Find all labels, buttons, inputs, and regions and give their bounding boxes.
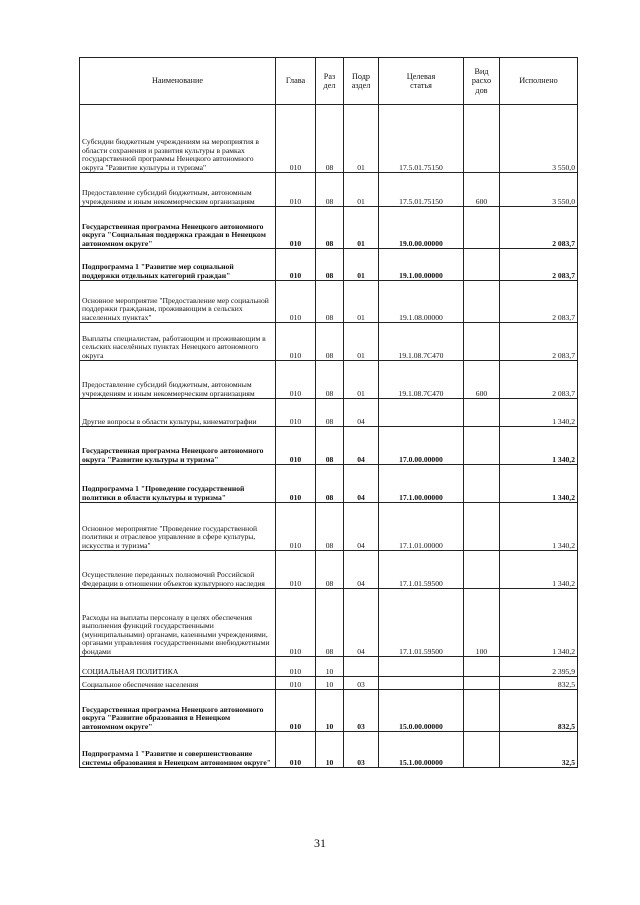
row-target-article: 17.1.00.00000 bbox=[379, 465, 464, 503]
row-expense-type bbox=[464, 249, 500, 281]
row-subsection: 01 bbox=[344, 105, 379, 173]
header-section: Раз дел bbox=[316, 58, 344, 105]
row-target-article: 19.1.08.7С470 bbox=[379, 323, 464, 361]
row-expense-type bbox=[464, 427, 500, 465]
row-executed: 2 083,7 bbox=[500, 207, 578, 249]
row-chapter: 010 bbox=[276, 249, 316, 281]
row-section: 08 bbox=[316, 323, 344, 361]
row-subsection: 01 bbox=[344, 323, 379, 361]
row-chapter: 010 bbox=[276, 732, 316, 768]
row-expense-type: 600 bbox=[464, 361, 500, 399]
row-name: Государственная программа Ненецкого автономного округа "Социальная поддержка граждан в Ненецком автономном округе" bbox=[80, 207, 276, 249]
row-name: Государственная программа Ненецкого автономного округа "Развитие образования в Ненецком автономном округе" bbox=[80, 690, 276, 732]
row-name: Подпрограмма 1 "Развитие мер социальной поддержки отдельных категорий граждан" bbox=[80, 249, 276, 281]
table-header-row bbox=[80, 58, 578, 105]
row-name: Социальное обеспечение населения bbox=[80, 677, 276, 690]
row-section: 08 bbox=[316, 551, 344, 589]
row-name: Подпрограмма 1 "Проведение государственной политики в области культуры и туризма" bbox=[80, 465, 276, 503]
row-name: Предоставление субсидий бюджетным, автономным учреждениям и иным некоммерческим организациям bbox=[80, 173, 276, 207]
row-target-article: 17.5.01.75150 bbox=[379, 105, 464, 173]
page-number: 31 bbox=[314, 836, 326, 850]
header-executed: Исполнено bbox=[500, 58, 578, 105]
row-target-article: 15.1.00.00000 bbox=[379, 732, 464, 768]
row-chapter: 010 bbox=[276, 105, 316, 173]
row-section: 08 bbox=[316, 173, 344, 207]
table-row bbox=[80, 249, 578, 281]
row-chapter: 010 bbox=[276, 657, 316, 677]
row-executed: 2 083,7 bbox=[500, 281, 578, 323]
row-executed: 1 340,2 bbox=[500, 589, 578, 657]
row-target-article: 17.1.01.59500 bbox=[379, 551, 464, 589]
row-chapter: 010 bbox=[276, 551, 316, 589]
row-expense-type: 100 bbox=[464, 589, 500, 657]
table-row bbox=[80, 657, 578, 677]
row-chapter: 010 bbox=[276, 361, 316, 399]
table-row bbox=[80, 427, 578, 465]
row-name: Осуществление переданных полномочий Российской Федерации в отношении объектов культурного наследия bbox=[80, 551, 276, 589]
row-name: Расходы на выплаты персоналу в целях обеспечения выполнения функций государственными (муниципальными) органами, казенными учреждениями, органами управления государственными внебюджетными фондами bbox=[80, 589, 276, 657]
row-executed: 3 550,0 bbox=[500, 173, 578, 207]
row-chapter: 010 bbox=[276, 399, 316, 427]
row-chapter: 010 bbox=[276, 465, 316, 503]
row-section: 08 bbox=[316, 399, 344, 427]
table-row bbox=[80, 281, 578, 323]
row-subsection: 04 bbox=[344, 427, 379, 465]
table-row bbox=[80, 465, 578, 503]
table-row bbox=[80, 105, 578, 173]
row-target-article: 15.0.00.00000 bbox=[379, 690, 464, 732]
row-executed: 1 340,2 bbox=[500, 551, 578, 589]
row-subsection: 03 bbox=[344, 732, 379, 768]
row-executed: 1 340,2 bbox=[500, 427, 578, 465]
table-row bbox=[80, 677, 578, 690]
row-target-article: 19.1.08.00000 bbox=[379, 281, 464, 323]
header-chapter: Глава bbox=[276, 58, 316, 105]
row-chapter: 010 bbox=[276, 173, 316, 207]
row-executed: 2 083,7 bbox=[500, 323, 578, 361]
row-subsection: 01 bbox=[344, 361, 379, 399]
row-chapter: 010 bbox=[276, 323, 316, 361]
row-section: 08 bbox=[316, 589, 344, 657]
row-expense-type bbox=[464, 105, 500, 173]
table-row bbox=[80, 323, 578, 361]
table-row bbox=[80, 503, 578, 551]
row-executed: 2 083,7 bbox=[500, 361, 578, 399]
table-row bbox=[80, 361, 578, 399]
row-expense-type bbox=[464, 281, 500, 323]
row-section: 08 bbox=[316, 207, 344, 249]
table-row bbox=[80, 207, 578, 249]
row-chapter: 010 bbox=[276, 690, 316, 732]
row-name: Основное мероприятие "Проведение государственной политики и отраслевое управление в сфере культуры, искусства и туризма" bbox=[80, 503, 276, 551]
row-target-article: 17.1.01.59500 bbox=[379, 589, 464, 657]
row-executed: 32,5 bbox=[500, 732, 578, 768]
row-executed: 1 340,2 bbox=[500, 465, 578, 503]
row-expense-type bbox=[464, 551, 500, 589]
row-subsection: 04 bbox=[344, 465, 379, 503]
row-subsection: 01 bbox=[344, 249, 379, 281]
row-expense-type bbox=[464, 677, 500, 690]
row-expense-type bbox=[464, 399, 500, 427]
row-target-article bbox=[379, 677, 464, 690]
row-expense-type bbox=[464, 465, 500, 503]
header-expense-type: Вид расхо дов bbox=[464, 58, 500, 105]
row-target-article: 17.5.01.75150 bbox=[379, 173, 464, 207]
row-subsection bbox=[344, 657, 379, 677]
row-executed: 832,5 bbox=[500, 677, 578, 690]
row-chapter: 010 bbox=[276, 503, 316, 551]
row-section: 10 bbox=[316, 690, 344, 732]
header-name: Наименование bbox=[80, 58, 276, 105]
row-subsection: 01 bbox=[344, 207, 379, 249]
row-target-article bbox=[379, 399, 464, 427]
row-section: 08 bbox=[316, 105, 344, 173]
header-target-article: Целевая статья bbox=[379, 58, 464, 105]
row-executed: 2 083,7 bbox=[500, 249, 578, 281]
row-subsection: 01 bbox=[344, 281, 379, 323]
row-chapter: 010 bbox=[276, 281, 316, 323]
row-name: СОЦИАЛЬНАЯ ПОЛИТИКА bbox=[80, 657, 276, 677]
row-target-article: 19.1.08.7С470 bbox=[379, 361, 464, 399]
row-expense-type bbox=[464, 657, 500, 677]
row-executed: 832,5 bbox=[500, 690, 578, 732]
row-subsection: 03 bbox=[344, 677, 379, 690]
row-name: Предоставление субсидий бюджетным, автономным учреждениям и иным некоммерческим организациям bbox=[80, 361, 276, 399]
row-expense-type bbox=[464, 732, 500, 768]
row-chapter: 010 bbox=[276, 207, 316, 249]
row-section: 10 bbox=[316, 732, 344, 768]
row-subsection: 01 bbox=[344, 173, 379, 207]
row-executed: 1 340,2 bbox=[500, 399, 578, 427]
row-expense-type bbox=[464, 503, 500, 551]
row-name: Государственная программа Ненецкого автономного округа "Развитие культуры и туризма" bbox=[80, 427, 276, 465]
row-name: Основное мероприятие "Предоставление мер социальной поддержки гражданам, проживающим в сельских населенных пунктах" bbox=[80, 281, 276, 323]
row-name: Субсидии бюджетным учреждениям на мероприятия в области сохранения и развития культуры в рамках государственной программы Ненецкого автономного округа "Развитие культуры и туризма" bbox=[80, 105, 276, 173]
row-target-article: 19.0.00.00000 bbox=[379, 207, 464, 249]
row-executed: 2 395,9 bbox=[500, 657, 578, 677]
row-target-article: 17.1.01.00000 bbox=[379, 503, 464, 551]
table-row bbox=[80, 173, 578, 207]
row-section: 08 bbox=[316, 465, 344, 503]
row-name: Подпрограмма 1 "Развитие и совершенствование системы образования в Ненецком автономном округе" bbox=[80, 732, 276, 768]
row-chapter: 010 bbox=[276, 677, 316, 690]
row-chapter: 010 bbox=[276, 427, 316, 465]
row-section: 08 bbox=[316, 427, 344, 465]
row-expense-type: 600 bbox=[464, 173, 500, 207]
table-row bbox=[80, 399, 578, 427]
budget-table bbox=[79, 57, 578, 768]
row-name: Выплаты специалистам, работающим и проживающим в сельских населённых пунктах Ненецкого автономного округа bbox=[80, 323, 276, 361]
row-target-article: 19.1.00.00000 bbox=[379, 249, 464, 281]
row-executed: 3 550,0 bbox=[500, 105, 578, 173]
row-expense-type bbox=[464, 690, 500, 732]
row-subsection: 04 bbox=[344, 551, 379, 589]
row-target-article bbox=[379, 657, 464, 677]
table-row bbox=[80, 732, 578, 768]
row-expense-type bbox=[464, 207, 500, 249]
row-subsection: 04 bbox=[344, 503, 379, 551]
row-section: 10 bbox=[316, 657, 344, 677]
row-section: 08 bbox=[316, 361, 344, 399]
row-section: 08 bbox=[316, 249, 344, 281]
row-subsection: 04 bbox=[344, 399, 379, 427]
row-section: 10 bbox=[316, 677, 344, 690]
row-subsection: 04 bbox=[344, 589, 379, 657]
header-subsection: Подр аздел bbox=[344, 58, 379, 105]
row-executed: 1 340,2 bbox=[500, 503, 578, 551]
row-target-article: 17.0.00.00000 bbox=[379, 427, 464, 465]
row-subsection: 03 bbox=[344, 690, 379, 732]
row-expense-type bbox=[464, 323, 500, 361]
table-row bbox=[80, 690, 578, 732]
row-section: 08 bbox=[316, 281, 344, 323]
row-chapter: 010 bbox=[276, 589, 316, 657]
table-row bbox=[80, 589, 578, 657]
table-row bbox=[80, 551, 578, 589]
row-section: 08 bbox=[316, 503, 344, 551]
row-name: Другие вопросы в области культуры, кинематографии bbox=[80, 399, 276, 427]
